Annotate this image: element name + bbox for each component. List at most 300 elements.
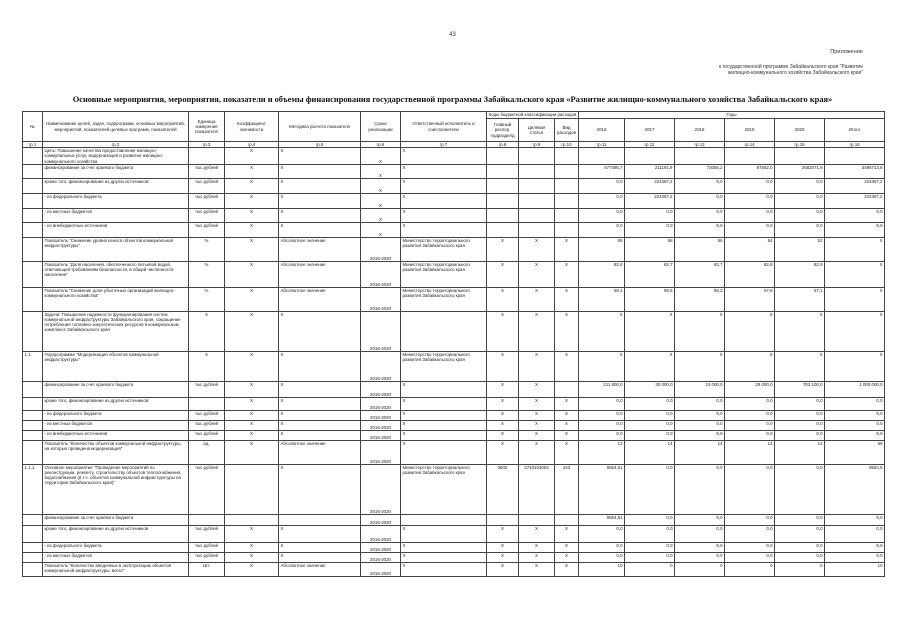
table-row	[23, 311, 885, 351]
row-value-2018: 0,0	[675, 514, 725, 525]
row-value-2018: X	[675, 311, 725, 351]
row-value-2016: 0,0	[579, 222, 625, 237]
row-value-2019: 0,0	[725, 430, 775, 440]
row-name: финансирование за счет краевого бюджета	[43, 381, 189, 397]
row-coefficient: X	[225, 261, 279, 287]
header-term: Сроки реализации	[361, 112, 401, 142]
row-number	[23, 514, 43, 525]
row-method: Абсолютное значение	[279, 287, 361, 311]
table-row	[23, 381, 885, 397]
row-unit: X	[189, 311, 225, 351]
row-value-2018	[675, 148, 725, 165]
row-value-2020: 0,0	[775, 525, 825, 542]
row-value-total: 0,0	[825, 420, 885, 430]
row-kbk-target: X	[519, 542, 555, 552]
row-coefficient: X	[225, 193, 279, 208]
row-value-2020: 702 100,0	[775, 381, 825, 397]
row-name: - из внебюджетных источников	[43, 222, 189, 237]
row-number	[23, 562, 43, 576]
row-kbk-type: X	[555, 410, 579, 420]
column-number: гр.4	[225, 142, 279, 148]
row-method: X	[279, 410, 361, 420]
row-value-2017: 0,0	[625, 208, 675, 222]
row-value-2018: 0	[675, 562, 725, 576]
row-value-2016: 0,0	[579, 397, 625, 410]
row-term: X	[361, 178, 401, 193]
row-kbk-type: X	[555, 525, 579, 542]
row-number	[23, 440, 43, 464]
row-value-2016	[579, 148, 625, 165]
column-number: гр.8	[487, 142, 519, 148]
row-method: X	[279, 381, 361, 397]
row-method: X	[279, 430, 361, 440]
row-term: 2016-2020	[361, 397, 401, 410]
row-value-2019: 0,0	[725, 420, 775, 430]
row-value-2020: 2582071,9	[775, 164, 825, 178]
row-number	[23, 208, 43, 222]
row-value-2018: 72056,2	[675, 164, 725, 178]
column-number: гр.12	[625, 142, 675, 148]
row-value-2020: X	[775, 311, 825, 351]
table-row	[23, 430, 885, 440]
row-value-total: X	[825, 311, 885, 351]
header-year: 2019	[725, 119, 775, 142]
table-row	[23, 208, 885, 222]
row-number	[23, 542, 43, 552]
row-value-2017: 0,0	[625, 397, 675, 410]
row-value-total: X	[825, 237, 885, 261]
header-year: 2018	[675, 119, 725, 142]
row-responsible: X	[401, 410, 487, 420]
row-value-2020: 0	[775, 562, 825, 576]
table-row	[23, 552, 885, 562]
row-value-2020: 0,0	[775, 464, 825, 514]
row-unit: тыс.рублей	[189, 420, 225, 430]
row-number	[23, 164, 43, 178]
row-number	[23, 237, 43, 261]
row-unit: тыс.рублей	[189, 552, 225, 562]
table-row	[23, 440, 885, 464]
page-number: 43	[449, 32, 456, 38]
row-coefficient: X	[225, 208, 279, 222]
row-term: 2016-2020	[361, 525, 401, 542]
row-name: кроме того, финансирование из других источников	[43, 525, 189, 542]
row-kbk-type: X	[555, 420, 579, 430]
row-coefficient: X	[225, 410, 279, 420]
row-name: - из федерального бюджета	[43, 193, 189, 208]
row-method: Абсолютное значение	[279, 237, 361, 261]
row-value-2019: 54	[725, 237, 775, 261]
row-value-2019: 0,0	[725, 222, 775, 237]
row-value-2018: 82,7	[675, 261, 725, 287]
row-value-2020: 57,1	[775, 287, 825, 311]
row-coefficient: X	[225, 440, 279, 464]
row-value-2020: 82,9	[775, 261, 825, 287]
row-number	[23, 410, 43, 420]
row-unit: тыс.рублей	[189, 208, 225, 222]
row-coefficient	[225, 464, 279, 514]
header-coefficient: Коэффициент значимости	[225, 112, 279, 142]
row-value-total: 0,0	[825, 397, 885, 410]
row-name: Показатель "Снижение уровня износа объектов коммунальной инфраструктуры"	[43, 237, 189, 261]
row-value-2016: 9554,51	[579, 514, 625, 525]
row-kbk-type: X	[555, 397, 579, 410]
row-kbk-target: X	[519, 562, 555, 576]
row-value-2018: 0,0	[675, 464, 725, 514]
row-kbk-target: X	[519, 311, 555, 351]
row-value-total: 0,0	[825, 552, 885, 562]
row-value-total: 0,0	[825, 410, 885, 420]
row-value-2018: 0,0	[675, 222, 725, 237]
row-value-2018: 56	[675, 237, 725, 261]
row-value-2016: 59	[579, 237, 625, 261]
row-value-2019: 0,0	[725, 514, 775, 525]
row-value-total: 0,0	[825, 525, 885, 542]
row-name: Показатель "Снижение доли убыточных организаций жилищно-коммунального хозяйства"	[43, 287, 189, 311]
row-value-total: 9554,5	[825, 464, 885, 514]
row-name: финансирование за счет краевого бюджета	[43, 164, 189, 178]
row-value-2016: 13	[579, 440, 625, 464]
row-value-2018: 24 000,0	[675, 381, 725, 397]
row-value-2019: 0,0	[725, 193, 775, 208]
row-value-2017: 82,7	[625, 261, 675, 287]
row-value-total: 0,0	[825, 542, 885, 552]
row-kbk-type: X	[555, 542, 579, 552]
row-coefficient: X	[225, 397, 279, 410]
row-value-2020: 0,0	[775, 397, 825, 410]
row-responsible: X	[401, 562, 487, 576]
row-unit: тыс.рублей	[189, 222, 225, 237]
row-responsible: X	[401, 420, 487, 430]
row-coefficient: X	[225, 381, 279, 397]
header-year: 2017	[625, 119, 675, 142]
header-years-group: Годы	[579, 112, 885, 119]
table-row	[23, 237, 885, 261]
row-value-2016: 59,1	[579, 287, 625, 311]
row-responsible: X	[401, 542, 487, 552]
row-value-2016: 9554,51	[579, 464, 625, 514]
header-kbk-group: Коды бюджетной классификации расходов	[487, 112, 579, 119]
row-value-2020: 0,0	[775, 222, 825, 237]
row-coefficient: X	[225, 525, 279, 542]
row-value-2016: 10	[579, 562, 625, 576]
header-year: 2020	[775, 119, 825, 142]
row-number: 1.1.1.	[23, 464, 43, 514]
table-header	[23, 112, 885, 148]
row-kbk-admin: X	[487, 542, 519, 552]
table-row	[23, 178, 885, 193]
row-kbk-admin: X	[487, 552, 519, 562]
row-method: X	[279, 552, 361, 562]
row-responsible: Министерство территориального развития Забайкальского края	[401, 351, 487, 381]
row-kbk-type	[555, 148, 579, 165]
row-kbk-type	[555, 178, 579, 193]
column-number: гр.1	[23, 142, 43, 148]
table-row	[23, 397, 885, 410]
row-value-2019: 57,8	[725, 287, 775, 311]
row-value-2019	[725, 148, 775, 165]
row-method: X	[279, 351, 361, 381]
table-row	[23, 464, 885, 514]
row-value-2017: 30 000,0	[625, 381, 675, 397]
row-name: - из федерального бюджета	[43, 410, 189, 420]
row-number	[23, 287, 43, 311]
row-value-2016: 0,0	[579, 410, 625, 420]
row-value-2019: 87582,0	[725, 164, 775, 178]
row-coefficient: X	[225, 237, 279, 261]
row-value-2016: 0,0	[579, 178, 625, 193]
row-kbk-type	[555, 193, 579, 208]
header-name: Наименование целей, задач, подпрограмм, основных мероприятий, мероприятий, показателей целевых программ, показателей	[43, 112, 189, 142]
row-value-2019: X	[725, 351, 775, 381]
row-responsible: X	[401, 193, 487, 208]
row-value-2018: 0,0	[675, 430, 725, 440]
row-term: 2016-2020	[361, 381, 401, 397]
row-name: Показатель "Доля населения, обеспеченного питьевой водой, отвечающей требованиям безопасности, в общей численности населения"	[43, 261, 189, 287]
row-value-2017: 0,0	[625, 410, 675, 420]
row-kbk-type: X	[555, 562, 579, 576]
row-method: X	[279, 208, 361, 222]
row-kbk-target: X	[519, 440, 555, 464]
row-value-total: X	[825, 287, 885, 311]
column-number: гр.2	[43, 142, 189, 148]
table-row	[23, 164, 885, 178]
row-value-2017: 211191,9	[625, 164, 675, 178]
row-unit: тыс.рублей	[189, 193, 225, 208]
row-coefficient: X	[225, 311, 279, 351]
row-value-2016: 0,0	[579, 542, 625, 552]
row-kbk-target: X	[519, 552, 555, 562]
row-unit: %	[189, 237, 225, 261]
row-value-2016: 0,0	[579, 193, 625, 208]
row-value-2020	[775, 148, 825, 165]
row-term: 2016-2020	[361, 430, 401, 440]
row-name: кроме того, финансирование из других источников:	[43, 178, 189, 193]
row-value-2018: 0,0	[675, 525, 725, 542]
row-kbk-target: X	[519, 287, 555, 311]
row-number	[23, 430, 43, 440]
header-kbk-type: Вид расходов	[555, 119, 579, 142]
row-value-2019: 0,0	[725, 542, 775, 552]
row-method: X	[279, 397, 361, 410]
row-value-2018: 0,0	[675, 420, 725, 430]
row-method: X	[279, 164, 361, 178]
row-value-2017: 0,0	[625, 542, 675, 552]
row-kbk-type	[555, 222, 579, 237]
row-term: 2016-2020	[361, 562, 401, 576]
row-coefficient: X	[225, 178, 279, 193]
appendix-title: Приложение	[830, 49, 863, 55]
row-value-2016: 0,0	[579, 208, 625, 222]
table-row	[23, 420, 885, 430]
row-unit: ед.	[189, 440, 225, 464]
row-method: Абсолютное значение	[279, 562, 361, 576]
row-kbk-admin: X	[487, 261, 519, 287]
row-unit: Шт.	[189, 562, 225, 576]
row-unit: тыс.рублей	[189, 542, 225, 552]
table-row	[23, 514, 885, 525]
row-term: X	[361, 222, 401, 237]
row-value-total: 1 000 000,0	[825, 381, 885, 397]
row-unit: тыс.рублей	[189, 464, 225, 514]
row-value-2018: 0,0	[675, 542, 725, 552]
row-responsible: X	[401, 381, 487, 397]
row-kbk-target	[519, 514, 555, 525]
row-value-total: 224387,2	[825, 178, 885, 193]
row-value-2020: 0,0	[775, 542, 825, 552]
row-kbk-admin	[487, 148, 519, 165]
table-row	[23, 222, 885, 237]
row-term: 2016-2020	[361, 514, 401, 525]
row-name: Показатель "Количество объектов коммунальной инфраструктуры, на которых проведена модернизация"	[43, 440, 189, 464]
row-kbk-admin: X	[487, 351, 519, 381]
row-value-2019: 82,8	[725, 261, 775, 287]
row-method: X	[279, 542, 361, 552]
column-number: гр.5	[279, 142, 361, 148]
row-term: X	[361, 208, 401, 222]
row-value-2017: 14	[625, 440, 675, 464]
row-value-total: X	[825, 351, 885, 381]
column-number: гр.7	[401, 142, 487, 148]
row-method	[279, 514, 361, 525]
row-value-total: 3496713,8	[825, 164, 885, 178]
row-value-2017: 0,0	[625, 525, 675, 542]
row-value-2018: 0,0	[675, 410, 725, 420]
row-responsible: Министерство территориального развития Забайкальского края	[401, 261, 487, 287]
header-num: №	[23, 112, 43, 142]
row-value-2020: X	[775, 351, 825, 381]
row-term: 2016-2020	[361, 410, 401, 420]
row-value-2020: 0,0	[775, 208, 825, 222]
row-kbk-admin: X	[487, 311, 519, 351]
row-kbk-type: X	[555, 430, 579, 440]
row-value-2020: 0,0	[775, 193, 825, 208]
row-kbk-admin	[487, 164, 519, 178]
row-kbk-type: 243	[555, 464, 579, 514]
row-value-total: 10	[825, 562, 885, 576]
row-value-2017: 224387,2	[625, 193, 675, 208]
row-number	[23, 222, 43, 237]
row-value-total: 69	[825, 440, 885, 464]
row-unit: тыс.рублей	[189, 164, 225, 178]
table-row	[23, 351, 885, 381]
row-method: X	[279, 464, 361, 514]
table-row	[23, 287, 885, 311]
row-value-2017: 0,0	[625, 464, 675, 514]
row-value-2018: 0,0	[675, 208, 725, 222]
row-value-total: 0,0	[825, 222, 885, 237]
row-kbk-admin: X	[487, 430, 519, 440]
row-responsible	[401, 514, 487, 525]
row-responsible: X	[401, 222, 487, 237]
column-number: гр.13	[675, 142, 725, 148]
row-responsible: X	[401, 430, 487, 440]
row-kbk-admin: 0502	[487, 464, 519, 514]
row-unit	[189, 397, 225, 410]
row-name: финансирование за счет краевого бюджета	[43, 514, 189, 525]
column-number: гр.11	[579, 142, 625, 148]
row-number	[23, 525, 43, 542]
row-value-2016: 0,0	[579, 552, 625, 562]
row-name: Подпрограмма "Модернизация объектов коммунальной инфраструктуры"	[43, 351, 189, 381]
row-value-2019: 0,0	[725, 208, 775, 222]
row-method: Абсолютное значение	[279, 261, 361, 287]
row-term: 2016-2020	[361, 542, 401, 552]
appendix-line: жилищно-коммунального хозяйства Забайкальского края"	[728, 70, 863, 76]
row-number	[23, 381, 43, 397]
row-term: 2016-2020	[361, 420, 401, 430]
header-unit: Единица измерения показателя	[189, 112, 225, 142]
row-kbk-target: X	[519, 525, 555, 542]
row-coefficient: X	[225, 552, 279, 562]
column-number: гр.16	[825, 142, 885, 148]
row-name: - из местных бюджетов	[43, 208, 189, 222]
row-value-2017: X	[625, 351, 675, 381]
row-kbk-type: X	[555, 261, 579, 287]
row-kbk-admin: X	[487, 525, 519, 542]
row-value-2017: 0,0	[625, 552, 675, 562]
row-unit	[189, 514, 225, 525]
row-kbk-type	[555, 208, 579, 222]
row-coefficient: X	[225, 420, 279, 430]
table-row	[23, 410, 885, 420]
row-value-2016: 677495,7	[579, 164, 625, 178]
row-term: X	[361, 193, 401, 208]
row-term: 2016-2020	[361, 261, 401, 287]
row-value-2017: X	[625, 311, 675, 351]
column-number: гр.9	[519, 142, 555, 148]
row-kbk-target: X	[519, 420, 555, 430]
row-kbk-admin	[487, 222, 519, 237]
row-method: X	[279, 178, 361, 193]
row-number	[23, 193, 43, 208]
row-value-2019: 0,0	[725, 178, 775, 193]
row-unit	[189, 148, 225, 165]
row-unit: тыс.рублей	[189, 430, 225, 440]
row-value-total: X	[825, 261, 885, 287]
row-term: 2016-2020	[361, 351, 401, 381]
row-value-2020: 0,0	[775, 410, 825, 420]
header-kbk-admin: Главный распор. подразделд	[487, 119, 519, 142]
row-coefficient: X	[225, 430, 279, 440]
row-value-total: 0,0	[825, 430, 885, 440]
row-value-2019: 0,0	[725, 552, 775, 562]
row-value-2017: 0,0	[625, 514, 675, 525]
row-value-2016: 82,6	[579, 261, 625, 287]
row-responsible: X	[401, 148, 487, 165]
row-unit: %	[189, 287, 225, 311]
row-responsible: X	[401, 164, 487, 178]
table-row	[23, 261, 885, 287]
row-method: X	[279, 193, 361, 208]
row-value-2019: 0	[725, 562, 775, 576]
row-responsible: X	[401, 397, 487, 410]
row-value-total: 224387,2	[825, 193, 885, 208]
row-number	[23, 178, 43, 193]
row-value-2018: 0,0	[675, 397, 725, 410]
table-row	[23, 193, 885, 208]
row-value-2017: 58	[625, 237, 675, 261]
row-value-2017: 0	[625, 562, 675, 576]
table-body	[23, 148, 885, 577]
row-responsible: Министерство территориального развития Забайкальского края	[401, 237, 487, 261]
row-kbk-target	[519, 208, 555, 222]
appendix-note	[483, 49, 863, 77]
row-method: X	[279, 222, 361, 237]
row-name: Цель: Повышение качества предоставления жилищно-коммунальных услуг, модернизация и развитие жилищно-коммунального хозяйства	[43, 148, 189, 165]
column-number: гр.14	[725, 142, 775, 148]
table-row	[23, 562, 885, 576]
